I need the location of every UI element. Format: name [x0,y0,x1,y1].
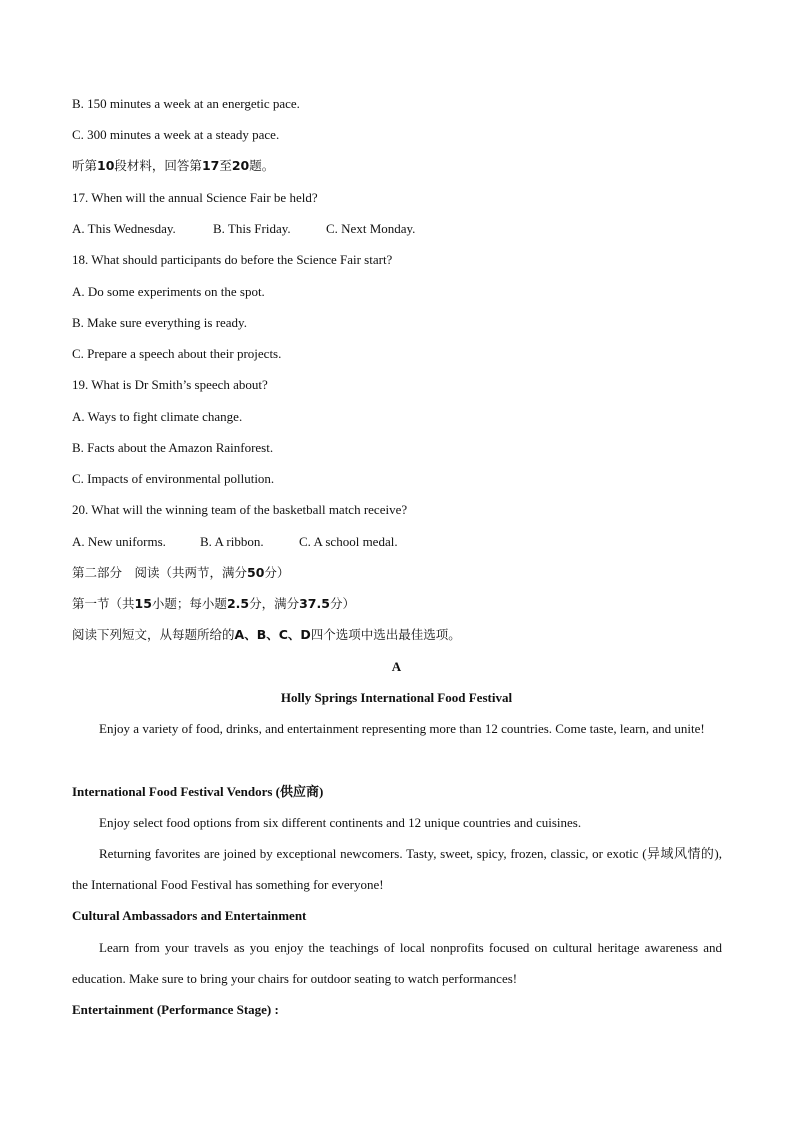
text-part: 分，满分 [249,596,300,611]
text-part: 阅读下列短文，从每题所给的 [72,627,235,642]
q17-option-b: B. This Friday. [213,221,291,236]
paragraph-intro: Enjoy a variety of food, drinks, and entertainment representing more than 12 countries. Come taste, learn, and unite! [99,721,705,736]
q17-option-a: A. This Wednesday. [72,221,176,236]
question-19: 19. What is Dr Smith’s speech about? [72,377,268,392]
text-part: 段材料，回答第 [114,158,202,173]
text-part: 2.5 [226,596,250,611]
text-part: 10 [97,158,115,173]
text-part: 听第 [72,158,98,173]
paragraph-vendors-2: Returning favorites are joined by exceptional newcomers. Tasty, sweet, spicy, frozen, classic, or exotic (异域风情的), the International Food Festival has something for everyone! [72,846,722,892]
text-part: 17 [201,158,220,173]
q20-option-b: B. A ribbon. [200,534,264,549]
q20-options [72,534,398,550]
text-part: 第二部分 阅读（共两节，满分 [72,565,248,580]
q17-option-c: C. Next Monday. [326,221,416,236]
q16-option-c: C. 300 minutes a week at a steady pace. [72,127,280,142]
part-2-heading [72,565,289,581]
passage-title: Holly Springs International Food Festival [280,690,513,705]
section-10-instruction [72,158,274,174]
text-part: A、B、C、D [234,627,311,642]
text-part: 题。 [249,158,275,173]
heading-entertainment: Entertainment (Performance Stage) : [72,1002,279,1017]
q20-option-c: C. A school medal. [299,534,398,549]
text-part: 20 [231,158,250,173]
q18-option-b: B. Make sure everything is ready. [72,315,247,330]
reading-instruction [72,627,461,643]
text-part: 37.5 [299,596,330,611]
q20-option-a: A. New uniforms. [72,534,166,549]
section-1-heading [72,596,355,612]
q18-option-c: C. Prepare a speech about their projects. [72,346,282,361]
question-20: 20. What will the winning team of the basketball match receive? [72,502,408,517]
question-18: 18. What should participants do before the Science Fair start? [72,252,393,267]
q19-option-b: B. Facts about the Amazon Rainforest. [72,440,274,455]
text-part: 第一节（共 [72,596,135,611]
text-part: 四个选项中选出最佳选项。 [310,627,461,642]
text-part: 50 [247,565,265,580]
passage-letter: A [391,659,402,674]
text-part: 分） [264,565,290,580]
heading-cultural: Cultural Ambassadors and Entertainment [72,908,307,923]
question-17: 17. When will the annual Science Fair be held? [72,190,318,205]
q18-option-a: A. Do some experiments on the spot. [72,284,265,299]
text-part: 至 [219,158,232,173]
paragraph-cultural: Learn from your travels as you enjoy the teachings of local nonprofits focused on cultural heritage awareness and education. Make sure to bring your chairs for outdoor seating to watch performances! [72,940,722,986]
q17-options [72,221,415,237]
text-part: 小题；每小题 [151,596,227,611]
q19-option-a: A. Ways to fight climate change. [72,409,243,424]
q16-option-b: B. 150 minutes a week at an energetic pace. [72,96,300,111]
text-part: 15 [134,596,152,611]
paragraph-vendors-1: Enjoy select food options from six different continents and 12 unique countries and cuisines. [99,815,582,830]
heading-vendors: International Food Festival Vendors (供应商) [72,784,324,799]
q19-option-c: C. Impacts of environmental pollution. [72,471,275,486]
text-part: 分） [329,596,355,611]
